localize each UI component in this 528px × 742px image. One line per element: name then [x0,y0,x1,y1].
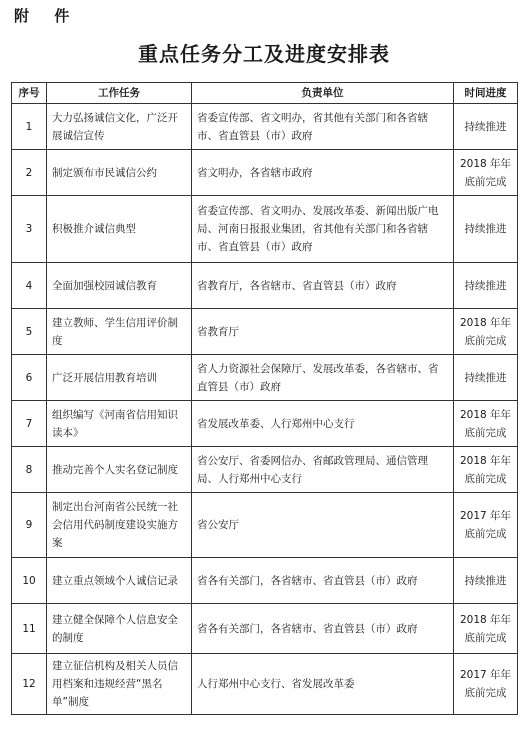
row-number: 12 [12,654,47,715]
row-task: 广泛开展信用教育培训 [47,355,192,401]
header-task: 工作任务 [47,83,192,104]
row-unit: 人行郑州中心支行、省发展改革委 [192,654,454,715]
row-unit: 省文明办，各省辖市政府 [192,150,454,196]
table-row [12,355,518,401]
row-progress: 2018 年年底前完成 [454,401,518,447]
table-header-row [12,83,518,104]
row-unit: 省各有关部门，各省辖市、省直管县（市）政府 [192,604,454,654]
header-progress: 时间进度 [454,83,518,104]
header-no: 序号 [12,83,47,104]
table-row [12,401,518,447]
row-unit: 省公安厅、省委网信办、省邮政管理局、通信管理局、人行郑州中心支行 [192,447,454,493]
attachment-label: 附 件 [14,7,80,25]
row-progress: 持续推进 [454,355,518,401]
row-progress: 持续推进 [454,263,518,309]
row-task: 积极推介诚信典型 [47,196,192,263]
header-unit: 负责单位 [192,83,454,104]
row-unit: 省公安厅 [192,493,454,558]
row-number: 1 [12,104,47,150]
row-number: 8 [12,447,47,493]
row-progress: 持续推进 [454,196,518,263]
table-row [12,604,518,654]
row-number: 9 [12,493,47,558]
row-unit: 省委宣传部、省文明办，省其他有关部门和各省辖市、省直管县（市）政府 [192,104,454,150]
row-unit: 省教育厅，各省辖市、省直管县（市）政府 [192,263,454,309]
row-number: 10 [12,558,47,604]
table-body [12,104,518,715]
row-task: 制定颁布市民诚信公约 [47,150,192,196]
row-progress: 2017 年年底前完成 [454,654,518,715]
table-row [12,104,518,150]
table-row [12,150,518,196]
row-number: 6 [12,355,47,401]
row-task: 建立健全保障个人信息安全的制度 [47,604,192,654]
table-row [12,654,518,715]
table-row [12,558,518,604]
row-progress: 持续推进 [454,558,518,604]
row-number: 3 [12,196,47,263]
table-row [12,309,518,355]
row-unit: 省各有关部门，各省辖市、省直管县（市）政府 [192,558,454,604]
table-row [12,493,518,558]
row-progress: 2018 年年底前完成 [454,309,518,355]
row-progress: 2018 年年底前完成 [454,150,518,196]
task-table [11,82,518,715]
row-progress: 2017 年年底前完成 [454,493,518,558]
row-unit: 省委宣传部、省文明办、发展改革委、新闻出版广电局、河南日报报业集团，省其他有关部门和各省辖市、省直管县（市）政府 [192,196,454,263]
page-title: 重点任务分工及进度安排表 [138,42,390,66]
row-number: 5 [12,309,47,355]
row-task: 建立重点领域个人诚信记录 [47,558,192,604]
row-task: 建立征信机构及相关人员信用档案和违规经营“黑名单”制度 [47,654,192,715]
row-progress: 2018 年年底前完成 [454,604,518,654]
row-unit: 省发展改革委、人行郑州中心支行 [192,401,454,447]
row-task: 组织编写《河南省信用知识读本》 [47,401,192,447]
row-task: 全面加强校园诚信教育 [47,263,192,309]
row-unit: 省教育厅 [192,309,454,355]
row-progress: 持续推进 [454,104,518,150]
row-task: 制定出台河南省公民统一社会信用代码制度建设实施方案 [47,493,192,558]
row-unit: 省人力资源社会保障厅、发展改革委，各省辖市、省直管县（市）政府 [192,355,454,401]
table-row [12,263,518,309]
row-number: 11 [12,604,47,654]
row-number: 7 [12,401,47,447]
table-row [12,196,518,263]
table-row [12,447,518,493]
row-number: 4 [12,263,47,309]
row-task: 推动完善个人实名登记制度 [47,447,192,493]
row-number: 2 [12,150,47,196]
row-task: 大力弘扬诚信文化，广泛开展诚信宣传 [47,104,192,150]
row-progress: 2018 年年底前完成 [454,447,518,493]
row-task: 建立教师、学生信用评价制度 [47,309,192,355]
